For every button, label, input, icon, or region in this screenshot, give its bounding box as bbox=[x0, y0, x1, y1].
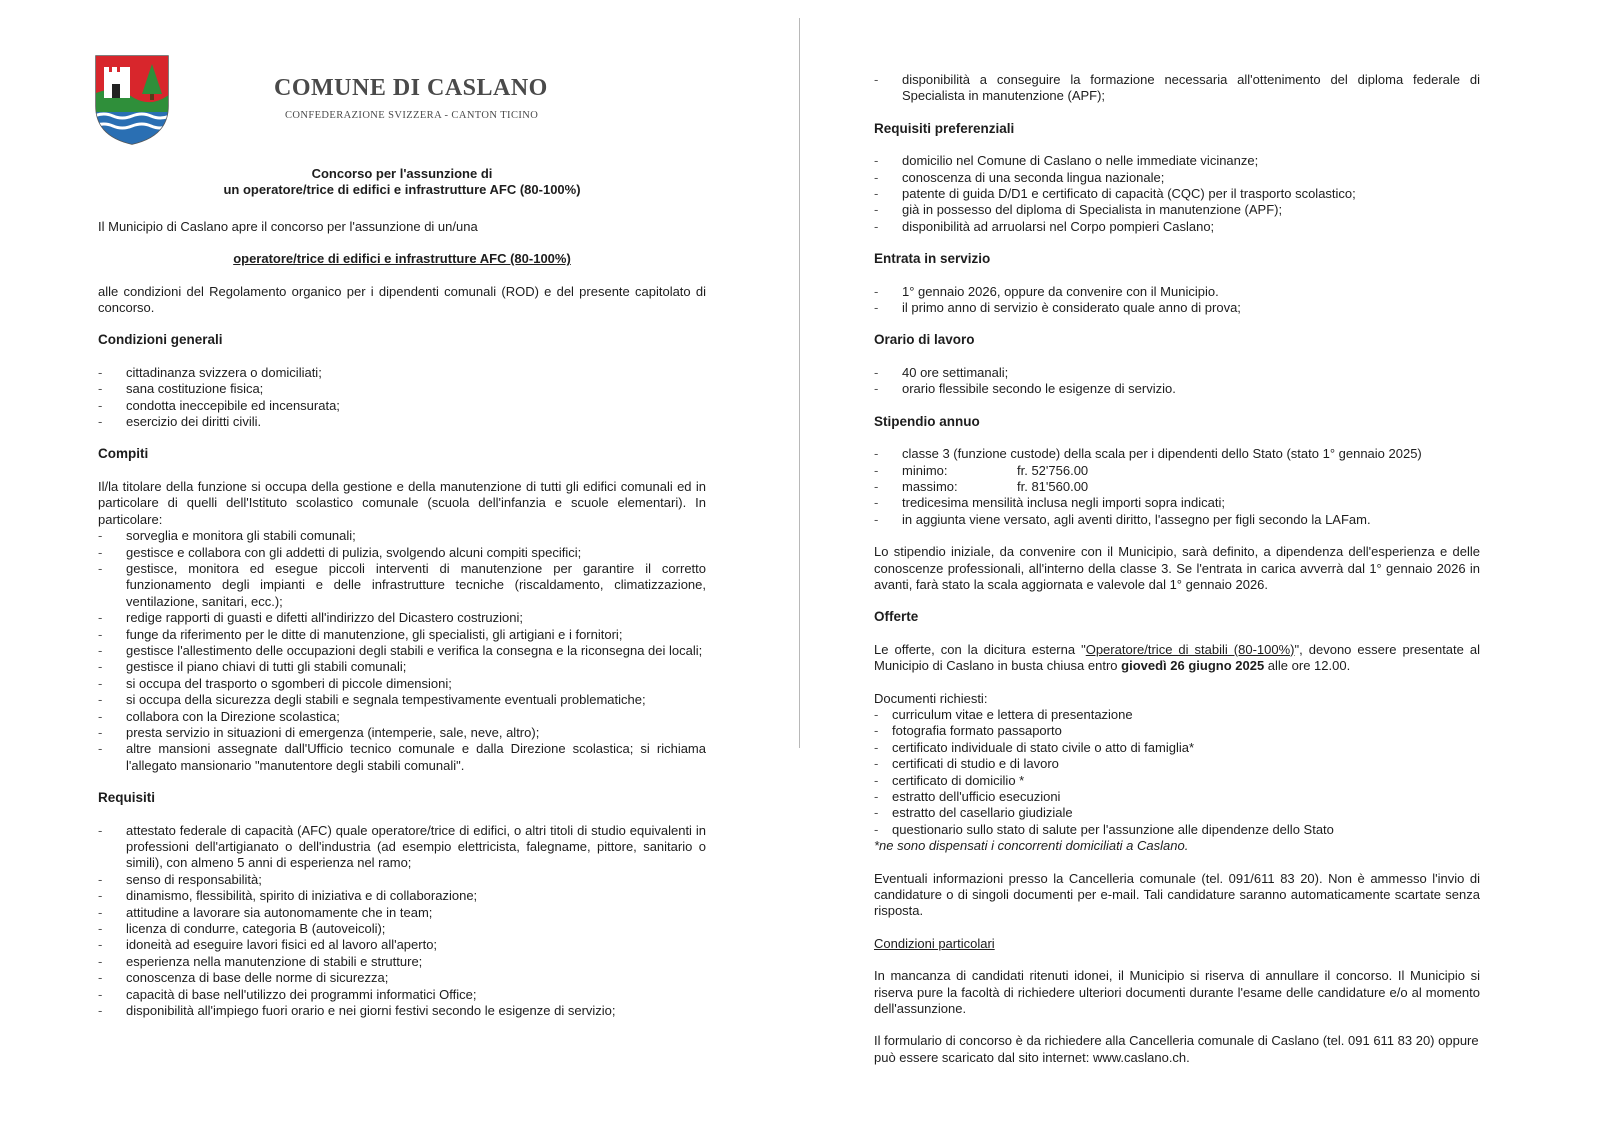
documents-note: *ne sono dispensati i concorrenti domiciliati a Caslano. bbox=[874, 838, 1189, 854]
list-item: - presta servizio in situazioni di emergenza (intemperie, sale, neve, altro); bbox=[98, 725, 706, 741]
list-item: - licenza di condurre, categoria B (autoveicoli); bbox=[98, 921, 706, 937]
municipality-name: COMUNE DI CASLANO bbox=[274, 75, 548, 101]
list-item: - già in possesso del diploma di Specialista in manutenzione (APF); bbox=[874, 202, 1480, 218]
list-item: - orario flessibile secondo le esigenze di servizio. bbox=[874, 381, 1480, 397]
right-page bbox=[800, 0, 1600, 1132]
list-item: - cittadinanza svizzera o domiciliati; bbox=[98, 365, 706, 381]
letterhead bbox=[98, 0, 790, 150]
schedule-heading: Orario di lavoro bbox=[874, 332, 975, 348]
documents-list bbox=[874, 707, 1480, 838]
conditions-text: alle condizioni del Regolamento organico per i dipendenti comunali (ROD) e del presente capitolato di concorso. bbox=[98, 283, 706, 316]
start-list bbox=[874, 284, 1480, 317]
list-item: - gestisce, monitora ed esegue piccoli interventi di manutenzione per garantire il corretto funzionamento degli impianti e delle infrastrutture tecniche (riscaldamento, climatizzazione, ventilazione, sanitari, ecc.); bbox=[98, 561, 706, 610]
offers-text-b: ", devono essere presentate al Municipio di Caslano in busta chiusa entro bbox=[874, 641, 1481, 674]
requirements-heading: Requisiti bbox=[98, 790, 156, 806]
title-line-1: Concorso per l'assunzione di bbox=[311, 166, 493, 181]
list-item: - esercizio dei diritti civili. bbox=[98, 414, 706, 430]
list-item: - gestisce il piano chiavi di tutti gli stabili comunali; bbox=[98, 659, 706, 675]
list-item: - disponibilità a conseguire la formazione necessaria all'ottenimento del diploma federale di Specialista in manutenzione (APF); bbox=[874, 72, 1480, 105]
list-item: - capacità di base nell'utilizzo dei programmi informatici Office; bbox=[98, 987, 706, 1003]
list-item: - sana costituzione fisica; bbox=[98, 381, 706, 397]
salary-max-row bbox=[874, 479, 1480, 495]
offers-text-a: Le offerte, con la dicitura esterna " bbox=[874, 641, 1086, 657]
list-item: - attestato federale di capacità (AFC) quale operatore/trice di edifici, o altri titoli di studio equivalenti in professioni dell'artigianato o dell'industria (ad esempio elettricista, falegname, pittore, sanitario o simili), con almeno 5 anni di esperienza nel ramo; bbox=[98, 823, 706, 872]
form-text: Il formulario di concorso è da richiedere alla Cancelleria comunale di Caslano (tel. 091 611 83 20) oppure può essere scaricato dal sito internet: www.caslano.ch. bbox=[874, 1033, 1479, 1065]
special-conditions-text: In mancanza di candidati ritenuti idonei, il Municipio si riserva di annullare il concorso. Il Municipio si riserva pure la facoltà di richiedere ulteriori documenti durante l'esame delle candidature e/o al momento dell'assunzione. bbox=[874, 968, 1480, 1017]
right-content bbox=[874, 72, 1480, 1066]
list-item: - certificato individuale di stato civile o atto di famiglia* bbox=[874, 740, 1480, 756]
list-item: - attitudine a lavorare sia autonomamente che in team; bbox=[98, 905, 706, 921]
position-title: operatore/trice di edifici e infrastrutture AFC (80-100%) bbox=[233, 251, 571, 267]
salary-min-value: fr. 52'756.00 bbox=[1017, 462, 1089, 478]
schedule-list bbox=[874, 365, 1480, 398]
general-conditions-list bbox=[98, 365, 706, 431]
list-item: - tredicesima mensilità inclusa negli importi sopra indicati; bbox=[874, 495, 1480, 511]
document-title bbox=[98, 166, 706, 199]
salary-min-label: minimo: bbox=[902, 462, 948, 478]
list-item: - gestisce l'allestimento delle occupazioni degli stabili e verifica la consegna e la riconsegna dei locali; bbox=[98, 643, 706, 659]
requirements-list-continued bbox=[874, 72, 1480, 105]
offers-envelope-label: Operatore/trice di stabili (80-100%) bbox=[1085, 641, 1295, 657]
salary-min-row bbox=[874, 463, 1480, 479]
list-item: - 40 ore settimanali; bbox=[874, 365, 1480, 381]
left-content bbox=[98, 166, 706, 1019]
intro-text: Il Municipio di Caslano apre il concorso per l'assunzione di un/una bbox=[98, 218, 478, 234]
tasks-list bbox=[98, 528, 706, 774]
list-item: - dinamismo, flessibilità, spirito di iniziativa e di collaborazione; bbox=[98, 888, 706, 904]
list-item: - estratto dell'ufficio esecuzioni bbox=[874, 789, 1480, 805]
salary-heading: Stipendio annuo bbox=[874, 413, 980, 429]
tasks-heading: Compiti bbox=[98, 446, 149, 462]
list-item: - certificati di studio e di lavoro bbox=[874, 756, 1480, 772]
list-item: - redige rapporti di guasti e difetti all'indirizzo del Dicastero costruzioni; bbox=[98, 610, 706, 626]
confederation-subtitle: CONFEDERAZIONE SVIZZERA - CANTON TICINO bbox=[285, 110, 539, 121]
list-item: - 1° gennaio 2026, oppure da convenire con il Municipio. bbox=[874, 284, 1480, 300]
list-item: - altre mansioni assegnate dall'Ufficio tecnico comunale e dalla Direzione scolastica; si richiama l'allegato mansionario "manutentore degli stabili comunali". bbox=[98, 741, 706, 774]
special-conditions-heading: Condizioni particolari bbox=[874, 935, 995, 951]
info-text: Eventuali informazioni presso la Cancelleria comunale (tel. 091/611 83 20). Non è ammesso l'invio di candidature o di singoli documenti per e-mail. Tali candidature saranno automaticamente scartate senza risposta. bbox=[874, 870, 1480, 919]
list-item: - sorveglia e monitora gli stabili comunali; bbox=[98, 528, 706, 544]
offers-heading: Offerte bbox=[874, 609, 919, 625]
list-item: - curriculum vitae e lettera di presentazione bbox=[874, 707, 1480, 723]
list-item: - estratto del casellario giudiziale bbox=[874, 805, 1480, 821]
list-item: - collabora con la Direzione scolastica; bbox=[98, 709, 706, 725]
list-item: - il primo anno di servizio è considerato quale anno di prova; bbox=[874, 300, 1480, 316]
preferred-requirements-heading: Requisiti preferenziali bbox=[874, 120, 1015, 136]
list-item: - in aggiunta viene versato, agli aventi diritto, l'assegno per figli secondo la LAFam. bbox=[874, 512, 1480, 528]
start-heading: Entrata in servizio bbox=[874, 251, 991, 267]
list-item: - disponibilità ad arruolarsi nel Corpo pompieri Caslano; bbox=[874, 219, 1480, 235]
list-item: - gestisce e collabora con gli addetti di pulizia, svolgendo alcuni compiti specifici; bbox=[98, 545, 706, 561]
documents-heading: Documenti richiesti: bbox=[874, 690, 988, 706]
offers-deadline: giovedì 26 giugno 2025 bbox=[1121, 658, 1265, 674]
list-item: - disponibilità all'impiego fuori orario e nei giorni festivi secondo le esigenze di servizio; bbox=[98, 1003, 706, 1019]
salary-max-label: massimo: bbox=[902, 478, 958, 494]
list-item: - domicilio nel Comune di Caslano o nelle immediate vicinanze; bbox=[874, 153, 1480, 169]
list-item: - certificato di domicilio * bbox=[874, 773, 1480, 789]
tasks-intro: Il/la titolare della funzione si occupa della gestione e della manutenzione di tutti gli edifici comunali ed in particolare di quelli dell'Istituto scolastico comunale (scuola dell'infanzia e scuole elementari). In particolare: bbox=[98, 478, 706, 527]
salary-max-value: fr. 81'560.00 bbox=[1017, 478, 1089, 494]
list-item: - fotografia formato passaporto bbox=[874, 723, 1480, 739]
list-item: - questionario sullo stato di salute per l'assunzione alle dipendenze dello Stato bbox=[874, 822, 1480, 838]
left-page bbox=[0, 0, 790, 1132]
list-item: - condotta ineccepibile ed incensurata; bbox=[98, 398, 706, 414]
list-item: - classe 3 (funzione custode) della scala per i dipendenti dello Stato (stato 1° gennaio 2025) bbox=[874, 446, 1480, 462]
list-item: - patente di guida D/D1 e certificato di capacità (CQC) per il trasporto scolastico; bbox=[874, 186, 1480, 202]
list-item: - esperienza nella manutenzione di stabili e strutture; bbox=[98, 954, 706, 970]
offers-text-c: alle ore 12.00. bbox=[1264, 658, 1351, 674]
offers-text bbox=[874, 642, 1480, 675]
list-item: - senso di responsabilità; bbox=[98, 872, 706, 888]
list-item: - funge da riferimento per le ditte di manutenzione, gli specialisti, gli artigiani e i fornitori; bbox=[98, 627, 706, 643]
salary-list bbox=[874, 446, 1480, 528]
list-item: - idoneità ad eseguire lavori fisici ed al lavoro all'aperto; bbox=[98, 937, 706, 953]
list-item: - conoscenza di una seconda lingua nazionale; bbox=[874, 170, 1480, 186]
general-conditions-heading: Condizioni generali bbox=[98, 332, 223, 348]
list-item: - si occupa del trasporto o sgomberi di piccole dimensioni; bbox=[98, 676, 706, 692]
list-item: - conoscenza di base delle norme di sicurezza; bbox=[98, 970, 706, 986]
coat-of-arms-icon bbox=[94, 54, 170, 146]
title-line-2: un operatore/trice di edifici e infrastrutture AFC (80-100%) bbox=[223, 182, 581, 198]
list-item: - si occupa della sicurezza degli stabili e segnala tempestivamente eventuali problematiche; bbox=[98, 692, 706, 708]
salary-paragraph: Lo stipendio iniziale, da convenire con il Municipio, sarà definito, a dipendenza dell'esperienza e delle conoscenze professionali, all'interno della classe 3. Se l'entrata in carica avverrà dal 1° gennaio 2026 in avanti, farà stato la scala aggiornata e valevole dal 1° gennaio 2026. bbox=[874, 544, 1480, 592]
requirements-list bbox=[98, 823, 706, 1020]
preferred-requirements-list bbox=[874, 153, 1480, 235]
